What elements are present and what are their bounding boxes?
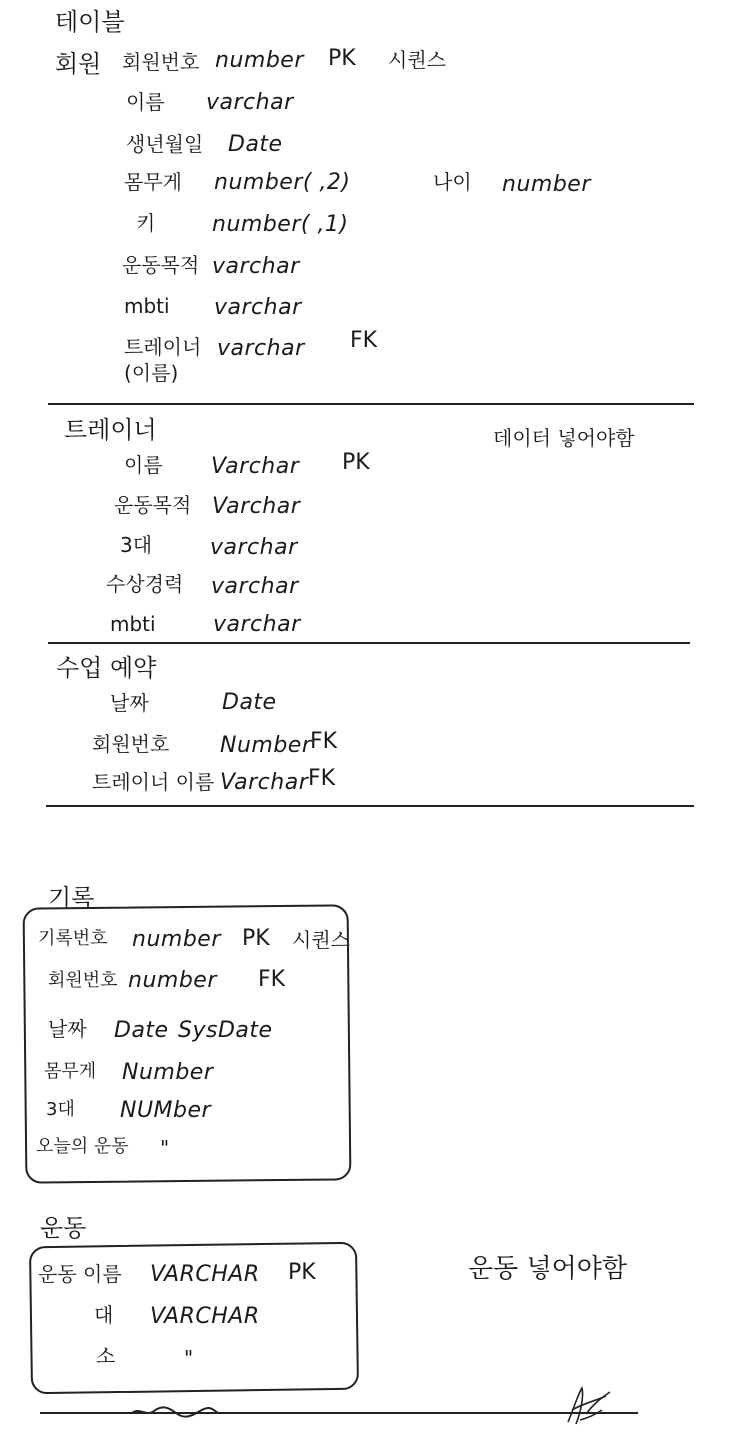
trainer-type: varchar [211, 574, 299, 599]
trainer-field: 운동목적 [114, 493, 192, 517]
page-heading: 테이블 [55, 8, 125, 36]
member-type: number( ,1) [212, 212, 349, 237]
member-type: Date [228, 132, 283, 157]
record-key: PK [242, 926, 270, 951]
reservation-field: 날짜 [110, 691, 149, 715]
member-field: 생년월일 [126, 132, 204, 156]
member-key: PK [328, 46, 356, 71]
reservation-field: 회원번호 [92, 732, 170, 756]
section-divider [48, 403, 694, 405]
trainer-type: Varchar [212, 494, 301, 519]
reservation-field: 트레이너 이름 [92, 770, 215, 794]
member-field: 회원번호 [122, 50, 200, 74]
signature-scribble [562, 1384, 614, 1428]
reservation-type: Date [222, 690, 277, 715]
exercise-field: 소 [96, 1344, 116, 1368]
record-type: " [160, 1136, 170, 1160]
reservation-type: Varchar [220, 770, 309, 795]
member-type: varchar [214, 295, 302, 320]
trainer-table-title: 트레이너 [64, 416, 157, 444]
exercise-key: PK [288, 1260, 316, 1285]
record-field: 몸무게 [44, 1061, 97, 1082]
member-field: 운동목적 [122, 253, 200, 277]
reservation-table-title: 수업 예약 [56, 654, 157, 682]
member-table-title: 회원 [55, 50, 102, 78]
record-type: number [128, 968, 217, 993]
exercise-type: VARCHAR [150, 1262, 260, 1287]
member-type: varchar [212, 254, 300, 279]
reservation-type: Number [220, 733, 312, 758]
record-field: 3대 [46, 1099, 75, 1120]
exercise-note: 운동 넣어야함 [468, 1254, 627, 1284]
member-extra-type: number [502, 172, 591, 197]
record-field: 회원번호 [48, 970, 118, 991]
record-key: FK [258, 967, 286, 992]
member-type: number [215, 48, 304, 73]
section-divider [46, 805, 694, 807]
reservation-key: FK [308, 766, 336, 791]
record-field: 기록번호 [38, 928, 108, 949]
trainer-type: Varchar [211, 454, 300, 479]
record-type: Date [114, 1018, 169, 1043]
record-type: NUMber [120, 1098, 212, 1123]
member-type: varchar [217, 336, 305, 361]
member-field: 몸무게 [124, 170, 182, 194]
exercise-field: 대 [94, 1303, 114, 1327]
trainer-field: 3대 [120, 533, 153, 557]
exercise-table-title: 운동 [40, 1214, 87, 1242]
exercise-type: VARCHAR [150, 1304, 260, 1329]
member-field: 트레이너 (이름) [124, 335, 202, 385]
section-divider [48, 642, 690, 644]
record-extra: SysDate [178, 1018, 273, 1043]
exercise-type: " [184, 1346, 194, 1370]
member-type: varchar [206, 90, 294, 115]
trainer-key: PK [342, 450, 370, 475]
trainer-field: 이름 [124, 453, 163, 477]
record-type: number [132, 927, 221, 952]
trainer-type: varchar [210, 535, 298, 560]
member-extra: 나이 [433, 170, 472, 194]
trainer-field: 수상경력 [106, 572, 184, 596]
record-type: Number [122, 1060, 214, 1085]
scribble-mark [130, 1405, 220, 1419]
record-table-title: 기록 [48, 884, 95, 912]
trainer-type: varchar [213, 612, 301, 637]
reservation-key: FK [310, 729, 338, 754]
member-extra: 시퀀스 [388, 48, 446, 72]
member-field: 키 [136, 211, 156, 235]
trainer-note: 데이터 넣어야함 [493, 426, 635, 450]
member-field: 이름 [126, 90, 165, 114]
record-field: 날짜 [48, 1017, 87, 1041]
exercise-field: 운동 이름 [38, 1262, 122, 1286]
member-key: FK [350, 328, 378, 353]
trainer-field: mbti [110, 612, 156, 636]
record-extra: 시퀀스 [292, 928, 350, 952]
member-field: mbti [124, 294, 170, 318]
member-type: number( ,2) [214, 170, 351, 195]
record-field: 오늘의 운동 [36, 1136, 129, 1157]
